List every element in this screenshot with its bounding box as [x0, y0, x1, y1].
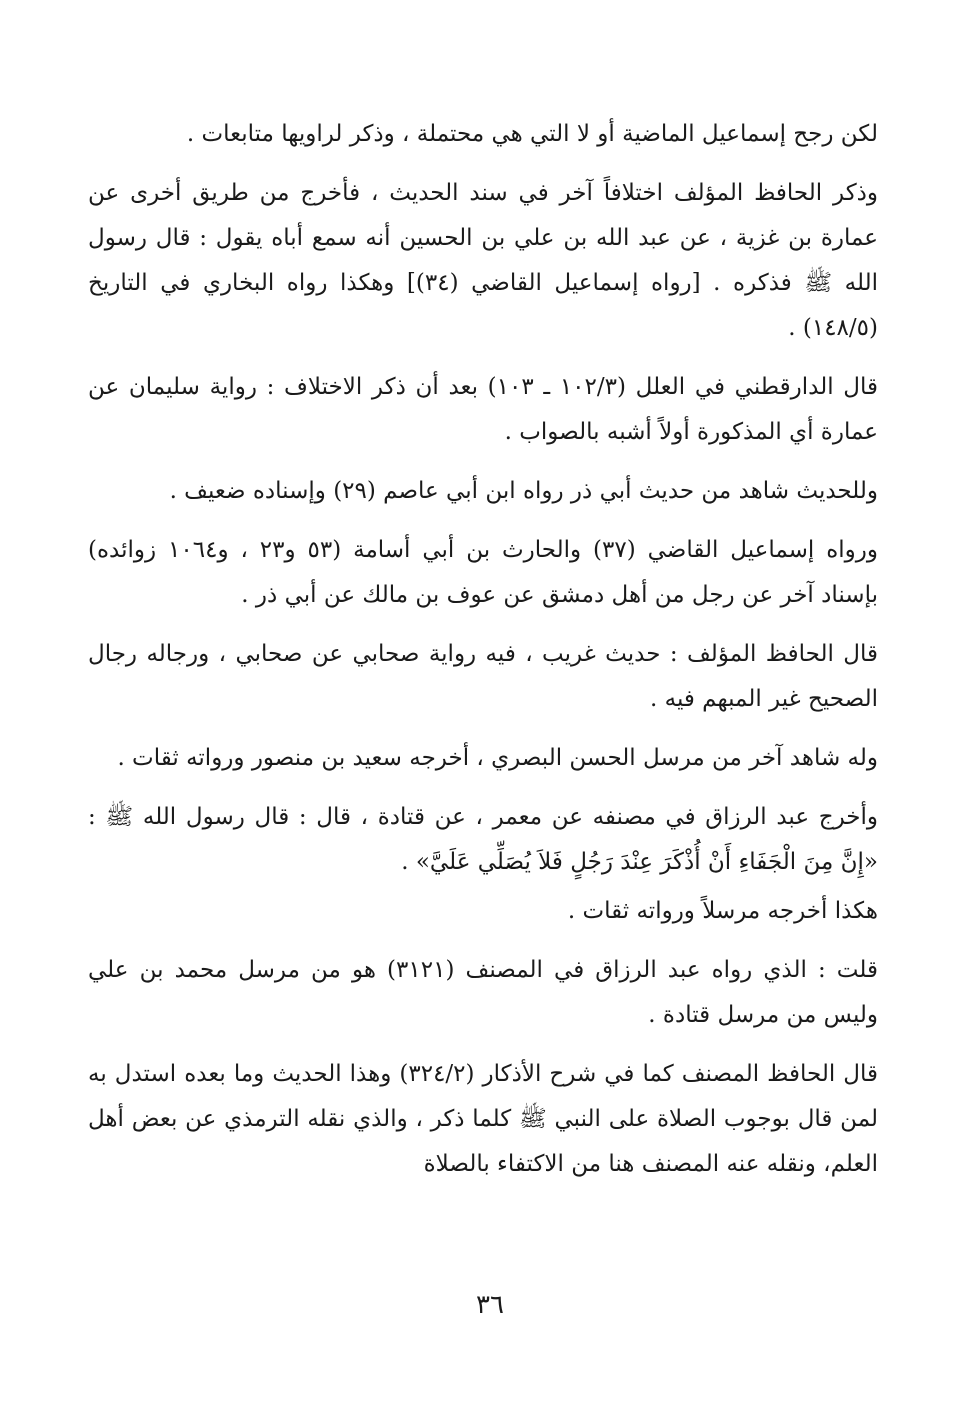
paragraph-3: قال الدارقطني في العلل (١٠٢/٣ ـ ١٠٣) بعد أن ذكر الاختلاف : رواية سليمان عن عمارة أي المذكورة أولاً أشبه بالصواب . — [88, 374, 879, 445]
paragraph-6: قال الحافظ المؤلف : حديث غريب ، فيه رواية صحابي عن صحابي ، ورجاله رجال الصحيح غير المبهم فيه . — [88, 641, 878, 712]
page-body — [88, 112, 878, 1201]
paragraph-7: وله شاهد آخر من مرسل الحسن البصري ، أخرجه سعيد بن منصور ورواته ثقات . — [117, 745, 878, 771]
paragraph-11: قال الحافظ المصنف كما في شرح الأذكار (٣٢٤/٢) وهذا الحديث وما بعده استدل به لمن قال بوجوب الصلاة على النبي ﷺ كلما ذكر ، والذي نقله الترمذي عن بعض أهل العلم، ونقله عنه المصنف هنا من الاكتفاء بالصلاة — [88, 1061, 879, 1177]
paragraph-2: وذكر الحافظ المؤلف اختلافاً آخر في سند الحديث ، فأخرج من طريق أخرى عن عمارة بن غزية ، عن عبد الله بن علي بن الحسين أنه سمع أباه يقول : قال رسول الله ﷺ فذكره . [رواه إسماعيل القاضي (٣٤)] وهكذا رواه البخاري في التاريخ (١٤٨/٥) . — [88, 180, 878, 341]
paragraph-1: لكن رجح إسماعيل الماضية أو لا التي هي محتملة ، وذكر لراويها متابعات . — [186, 121, 878, 147]
paragraph-5: ورواه إسماعيل القاضي (٣٧) والحارث بن أبي أسامة (٥٣ و٢٣ ، و١٠٦٤ زوائده) بإسناد آخر عن رجل من أهل دمشق عن عوف بن مالك عن أبي ذر . — [88, 537, 878, 608]
paragraph-8: وأخرج عبد الرزاق في مصنفه عن معمر ، عن قتادة ، قال : قال رسول الله ﷺ : «إِنَّ مِنَ الْجَفَاءِ أَنْ أُذْكَرَ عِنْدَ رَجُلٍ فَلاَ يُصَلِّي عَلَيَّ» . — [88, 804, 879, 875]
paragraph-10: قلت : الذي رواه عبد الرزاق في المصنف (٣١٢١) هو من مرسل محمد بن علي وليس من مرسل قتادة . — [88, 957, 878, 1028]
paragraph-9: هكذا أخرجه مرسلاً ورواته ثقات . — [567, 898, 878, 924]
page-number: ٣٦ — [476, 1290, 504, 1320]
paragraph-4: وللحديث شاهد من حديث أبي ذر رواه ابن أبي عاصم (٢٩) وإسناده ضعيف . — [169, 478, 878, 504]
